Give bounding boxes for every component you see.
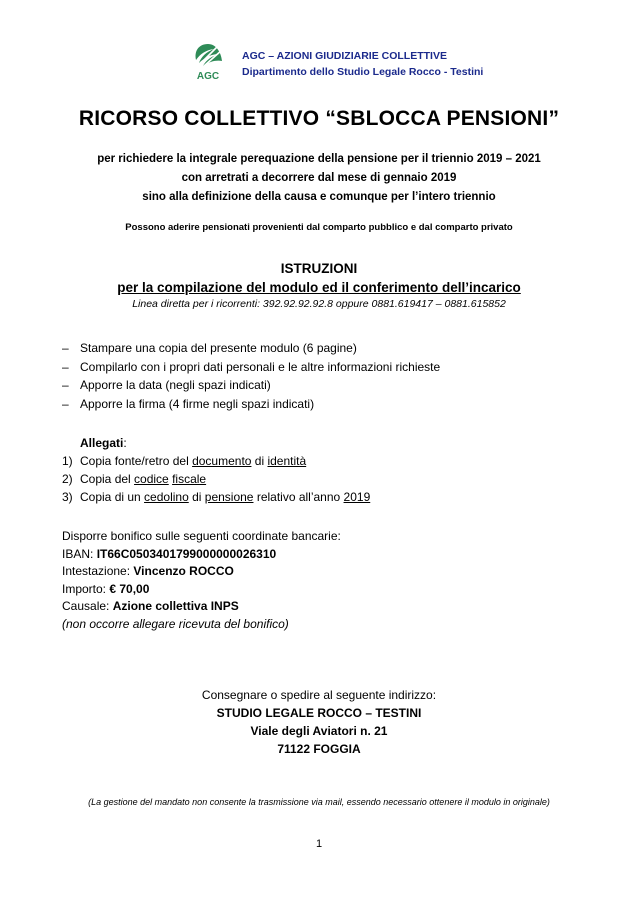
dash-bullet: –: [62, 378, 69, 392]
step-text: Apporre la data (negli spazi indicati): [80, 378, 271, 392]
dept-line: Dipartimento dello Studio Legale Rocco - Testini: [242, 66, 484, 78]
iban-line: IBAN: IT66C0503401799000000026310: [62, 546, 277, 561]
city: 71122 FOGGIA: [277, 742, 361, 756]
holder-line: Intestazione: Vincenzo ROCCO: [62, 564, 234, 578]
amount-line: Importo: € 70,00: [62, 581, 150, 596]
bank-intro: Disporre bonifico sulle seguenti coordinate bancarie:: [62, 529, 341, 543]
list-item: [62, 395, 440, 414]
bank-transfer-section: [62, 528, 341, 633]
reason-line: Causale: Azione collettiva INPS: [62, 599, 239, 613]
street: Viale degli Aviatori n. 21: [250, 724, 388, 738]
dash-bullet: –: [62, 341, 69, 355]
step-text: Stampare una copia del presente modulo (6 pagine): [80, 341, 357, 355]
logo-text: AGC: [196, 71, 220, 82]
list-item: [62, 339, 440, 358]
step-text: Compilarlo con i propri dati personali e le altre informazioni richieste: [80, 359, 441, 374]
receipt-note: (non occorre allegare ricevuta del bonifico): [62, 616, 289, 631]
document-title: RICORSO COLLETTIVO “SBLOCCA PENSIONI”: [78, 107, 560, 130]
list-item: 2) Copia del codice fiscale: [62, 472, 207, 486]
list-item: 1) Copia fonte/retro del documento di identità: [62, 454, 307, 468]
attachments-section: [62, 434, 370, 506]
header-text: [242, 48, 483, 80]
subtitle-line-2: con arretrati a decorrere dal mese di gennaio 2019: [181, 172, 457, 184]
delivery-address: [0, 686, 638, 758]
instructions-title: ISTRUZIONI: [280, 261, 358, 276]
letterhead: [188, 40, 548, 90]
list-item: [62, 376, 440, 395]
agc-logo-icon: [188, 40, 228, 86]
iban-value: IT66C0503401799000000026310: [96, 546, 277, 561]
org-line: AGC – AZIONI GIUDIZIARIE COLLETTIVE: [242, 50, 447, 62]
step-text: Apporre la firma (4 firme negli spazi indicati): [80, 396, 315, 411]
eligibility-note: Possono aderire pensionati provenienti dal comparto pubblico e dal comparto privato: [125, 222, 513, 233]
page-number: 1: [315, 838, 323, 850]
attachments-heading: Allegati:: [80, 436, 127, 450]
list-item: [62, 358, 440, 377]
instructions-heading: [0, 260, 638, 312]
subtitle-line-1: per richiedere la integrale perequazione della pensione per il triennio 2019 – 2021: [97, 153, 541, 165]
steps-list: [62, 339, 440, 413]
subtitle: [0, 150, 638, 207]
studio-name: STUDIO LEGALE ROCCO – TESTINI: [216, 706, 422, 720]
list-item: 3) Copia di un cedolino di pensione relativo all’anno 2019: [62, 490, 371, 504]
subtitle-line-3: sino alla definizione della causa e comunque per l’intero triennio: [142, 191, 496, 203]
direct-line: Linea diretta per i ricorrenti: 392.92.92.92.8 oppure 0881.619417 – 0881.615852: [132, 298, 506, 310]
instructions-subtitle: per la compilazione del modulo ed il conferimento dell’incarico: [117, 280, 521, 295]
dash-bullet: –: [62, 359, 69, 374]
dash-bullet: –: [62, 396, 69, 411]
footnote: (La gestione del mandato non consente la trasmissione via mail, essendo necessario ottenere il modulo in originale): [88, 797, 550, 807]
delivery-intro: Consegnare o spedire al seguente indirizzo:: [201, 688, 437, 702]
